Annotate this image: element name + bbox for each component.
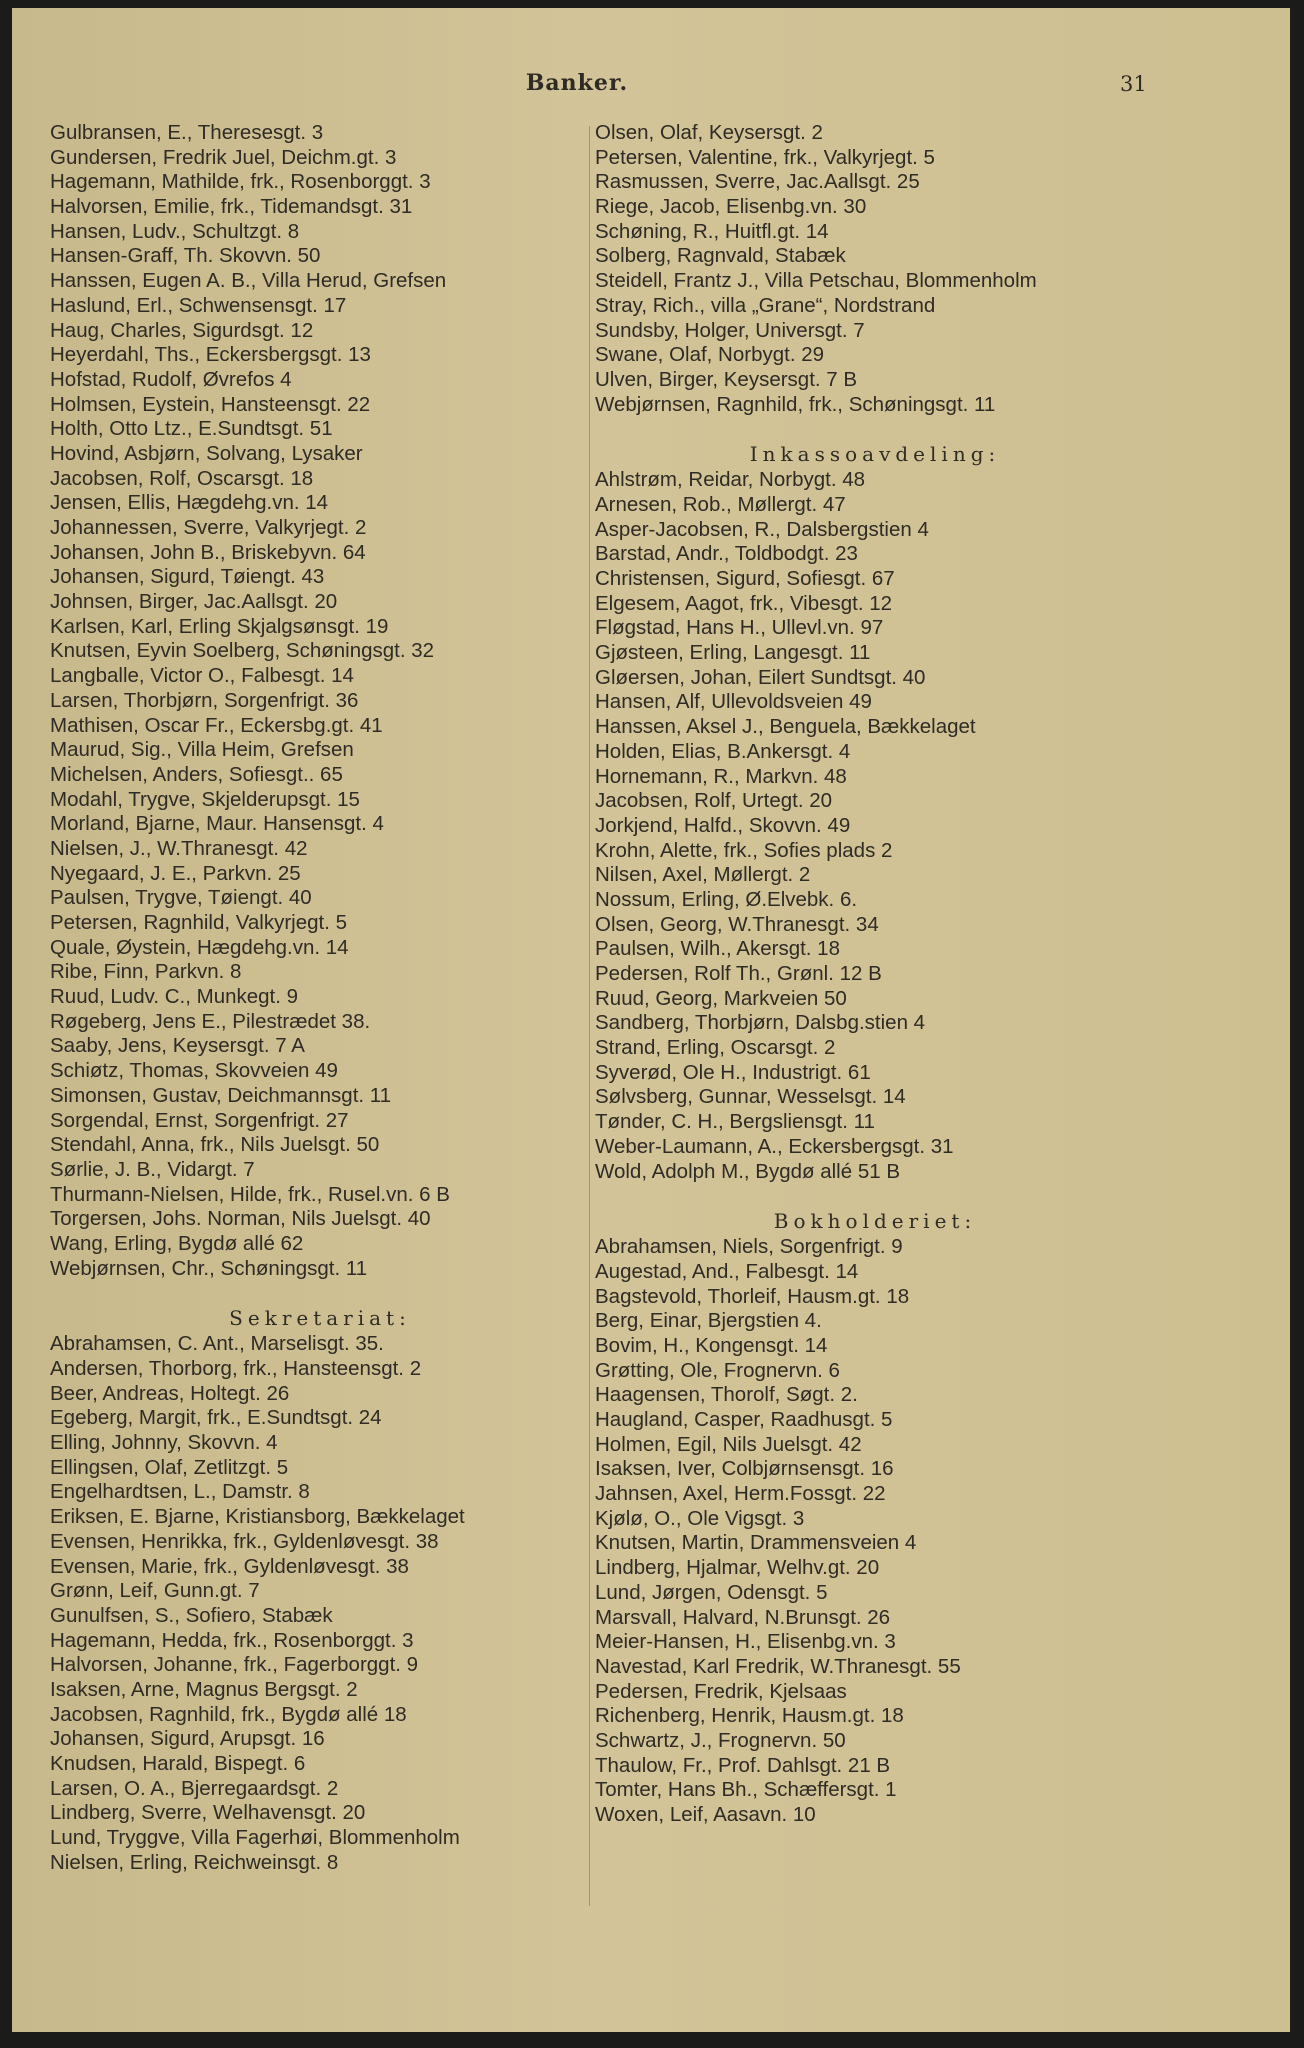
inkassoavdeling-entries-list — [595, 468, 1155, 1184]
list-item: Sølvsberg, Gunnar, Wesselsgt. 14 — [595, 1085, 906, 1109]
list-item: Holmen, Egil, Nils Juelsgt. 42 — [595, 1432, 862, 1456]
list-item: Mathisen, Oscar Fr., Eckersbg.gt. 41 — [50, 713, 383, 737]
list-item: Olsen, Olaf, Keysersgt. 2 — [595, 121, 823, 144]
list-item: Wold, Adolph M., Bygdø allé 51 B — [595, 1159, 901, 1183]
list-item: Haug, Charles, Sigurdsgt. 12 — [50, 318, 314, 342]
list-item: Saaby, Jens, Keysersgt. 7 A — [50, 1034, 305, 1058]
list-item: Paulsen, Wilh., Akersgt. 18 — [595, 937, 840, 961]
list-item: Knudsen, Harald, Bispegt. 6 — [50, 1752, 306, 1775]
list-item: Augestad, And., Falbesgt. 14 — [595, 1259, 859, 1283]
list-item: Torgersen, Johs. Norman, Nils Juelsgt. 40 — [50, 1207, 431, 1231]
section-title-bokholderiet: Bokholderiet: — [773, 1209, 977, 1234]
list-item: Schøning, R., Huitfl.gt. 14 — [595, 219, 829, 243]
section-title-inkassoavdeling: Inkassoavdeling: — [749, 442, 1001, 467]
list-item: Lindberg, Sverre, Welhavensgt. 20 — [50, 1801, 366, 1825]
list-item: Andersen, Thorborg, frk., Hansteensgt. 2 — [50, 1357, 422, 1380]
list-item: Røgeberg, Jens E., Pilestrædet 38. — [50, 1009, 371, 1033]
list-item: Petersen, Ragnhild, Valkyrjegt. 5 — [50, 911, 348, 934]
list-item: Holth, Otto Ltz., E.Sundtsgt. 51 — [50, 417, 333, 441]
list-item: Johansen, Sigurd, Tøiengt. 43 — [50, 565, 325, 589]
list-item: Knutsen, Eyvin Soelberg, Schøningsgt. 32 — [50, 639, 435, 663]
list-item: Holden, Elias, B.Ankersgt. 4 — [595, 739, 851, 763]
list-item: Johannessen, Sverre, Valkyrjegt. 2 — [50, 516, 367, 539]
list-item: Ruud, Ludv. C., Munkegt. 9 — [50, 985, 299, 1009]
list-item: Hanssen, Aksel J., Benguela, Bækkelaget — [595, 715, 976, 739]
list-item: Nielsen, J., W.Thranesgt. 42 — [50, 836, 308, 860]
list-item: Hovind, Asbjørn, Solvang, Lysaker — [50, 441, 363, 465]
list-item: Elgesem, Aagot, frk., Vibesgt. 12 — [595, 591, 893, 615]
list-item: Pedersen, Rolf Th., Grønl. 12 B — [595, 962, 882, 985]
list-item: Kjølø, O., Ole Vigsgt. 3 — [595, 1506, 805, 1530]
page-header-title: Banker. — [525, 70, 629, 96]
list-item: Johansen, John B., Briskebyvn. 64 — [50, 540, 366, 564]
list-item: Halvorsen, Emilie, frk., Tidemandsgt. 31 — [50, 195, 413, 219]
list-item: Arnesen, Rob., Møllergt. 47 — [595, 492, 846, 516]
list-item: Gjøsteen, Erling, Langesgt. 11 — [595, 641, 871, 665]
list-item: Beer, Andreas, Holtegt. 26 — [50, 1381, 290, 1405]
right-entries-list — [595, 121, 1155, 417]
list-item: Bovim, H., Kongensgt. 14 — [595, 1333, 828, 1357]
list-item: Eriksen, E. Bjarne, Kristiansborg, Bækkelaget — [50, 1505, 465, 1529]
list-item: Knutsen, Martin, Drammensveien 4 — [595, 1531, 917, 1555]
list-item: Egeberg, Margit, frk., E.Sundtsgt. 24 — [50, 1406, 382, 1430]
list-item: Evensen, Henrikka, frk., Gyldenløvesgt. 38 — [50, 1529, 439, 1553]
list-item: Stendahl, Anna, frk., Nils Juelsgt. 50 — [50, 1133, 380, 1157]
list-item: Tomter, Hans Bh., Schæffersgt. 1 — [595, 1778, 897, 1802]
list-item: Nossum, Erling, Ø.Elvebk. 6. — [595, 887, 858, 911]
list-item: Webjørnsen, Ragnhild, frk., Schøningsgt. 11 — [595, 392, 996, 416]
list-item: Thurmann-Nielsen, Hilde, frk., Rusel.vn. 6 B — [50, 1182, 450, 1206]
list-item: Asper-Jacobsen, R., Dalsbergstien 4 — [595, 517, 929, 541]
list-item: Jensen, Ellis, Hægdehg.vn. 14 — [50, 491, 329, 515]
list-item: Elling, Johnny, Skovvn. 4 — [50, 1431, 278, 1455]
list-item: Hanssen, Eugen A. B., Villa Herud, Grefsen — [50, 269, 447, 293]
list-item: Schwartz, J., Frognervn. 50 — [595, 1728, 846, 1752]
list-item: Marsvall, Halvard, N.Brunsgt. 26 — [595, 1605, 891, 1629]
list-item: Hornemann, R., Markvn. 48 — [595, 764, 847, 788]
list-item: Heyerdahl, Ths., Eckersbergsgt. 13 — [50, 343, 371, 367]
list-item: Modahl, Trygve, Skjelderupsgt. 15 — [50, 787, 360, 811]
list-item: Holmsen, Eystein, Hansteensgt. 22 — [50, 392, 371, 416]
list-item: Abrahamsen, Niels, Sorgenfrigt. 9 — [595, 1235, 903, 1259]
list-item: Jorkjend, Halfd., Skovvn. 49 — [595, 813, 851, 837]
list-item: Solberg, Ragnvald, Stabæk — [595, 244, 846, 268]
list-item: Petersen, Valentine, frk., Valkyrjegt. 5 — [595, 145, 935, 169]
list-item: Lund, Tryggve, Villa Fagerhøi, Blommenholm — [50, 1826, 460, 1850]
list-item: Richenberg, Henrik, Hausm.gt. 18 — [595, 1704, 904, 1728]
list-item: Riege, Jacob, Elisenbg.vn. 30 — [595, 195, 867, 219]
list-item: Webjørnsen, Chr., Schøningsgt. 11 — [50, 1256, 368, 1280]
list-item: Hagemann, Hedda, frk., Rosenborggt. 3 — [50, 1628, 414, 1652]
list-item: Fløgstad, Hans H., Ullevl.vn. 97 — [595, 616, 884, 640]
list-item: Bagstevold, Thorleif, Hausm.gt. 18 — [595, 1284, 910, 1308]
list-item: Engelhardtsen, L., Damstr. 8 — [50, 1480, 310, 1504]
list-item: Sorgendal, Ernst, Sorgenfrigt. 27 — [50, 1108, 349, 1132]
list-item: Haagensen, Thorolf, Søgt. 2. — [595, 1383, 858, 1407]
bokholderiet-entries-list — [595, 1235, 1155, 1828]
list-item: Rasmussen, Sverre, Jac.Aallsgt. 25 — [595, 170, 920, 194]
list-item: Langballe, Victor O., Falbesgt. 14 — [50, 664, 354, 688]
page-number: 31 — [1120, 72, 1147, 96]
list-item: Larsen, O. A., Bjerregaardsgt. 2 — [50, 1776, 339, 1800]
list-item: Nilsen, Axel, Møllergt. 2 — [595, 863, 811, 887]
list-item: Meier-Hansen, H., Elisenbg.vn. 3 — [595, 1630, 896, 1654]
left-column — [50, 121, 590, 1875]
list-item: Gundersen, Fredrik Juel, Deichm.gt. 3 — [50, 145, 397, 169]
list-item: Berg, Einar, Bjergstien 4. — [595, 1309, 822, 1333]
list-item: Swane, Olaf, Norbygt. 29 — [595, 343, 825, 367]
list-item: Larsen, Thorbjørn, Sorgenfrigt. 36 — [50, 688, 359, 712]
list-item: Jacobsen, Ragnhild, frk., Bygdø allé 18 — [50, 1702, 407, 1726]
list-item: Hagemann, Mathilde, frk., Rosenborggt. 3 — [50, 170, 431, 194]
list-item: Gunulfsen, S., Sofiero, Stabæk — [50, 1603, 333, 1627]
list-item: Nyegaard, J. E., Parkvn. 25 — [50, 861, 301, 885]
list-item: Morland, Bjarne, Maur. Hansensgt. 4 — [50, 812, 384, 836]
list-item: Hofstad, Rudolf, Øvrefos 4 — [50, 367, 292, 391]
list-item: Nielsen, Erling, Reichweinsgt. 8 — [50, 1850, 339, 1874]
list-item: Hansen, Alf, Ullevoldsveien 49 — [595, 690, 872, 714]
list-item: Quale, Øystein, Hægdehg.vn. 14 — [50, 935, 349, 959]
list-item: Lund, Jørgen, Odensgt. 5 — [595, 1580, 828, 1604]
list-item: Haugland, Casper, Raadhusgt. 5 — [595, 1408, 893, 1431]
list-item: Sundsby, Holger, Universgt. 7 — [595, 318, 865, 342]
list-item: Jacobsen, Rolf, Oscarsgt. 18 — [50, 466, 314, 490]
list-item: Olsen, Georg, W.Thranesgt. 34 — [595, 912, 879, 936]
document-page — [12, 8, 1290, 2032]
list-item: Maurud, Sig., Villa Heim, Grefsen — [50, 738, 354, 762]
list-item: Jahnsen, Axel, Herm.Fossgt. 22 — [595, 1482, 886, 1506]
section-title-sekretariat: Sekretariat: — [229, 1306, 411, 1331]
list-item: Grønn, Leif, Gunn.gt. 7 — [50, 1579, 260, 1603]
list-item: Hansen-Graff, Th. Skovvn. 50 — [50, 244, 321, 268]
list-item: Ellingsen, Olaf, Zetlitzgt. 5 — [50, 1455, 289, 1479]
list-item: Halvorsen, Johanne, frk., Fagerborggt. 9 — [50, 1653, 419, 1677]
list-item: Ruud, Georg, Markveien 50 — [595, 986, 847, 1010]
list-item: Navestad, Karl Fredrik, W.Thranesgt. 55 — [595, 1654, 961, 1678]
list-item: Haslund, Erl., Schwensensgt. 17 — [50, 293, 347, 317]
list-item: Ulven, Birger, Keysersgt. 7 B — [595, 367, 858, 391]
list-item: Abrahamsen, C. Ant., Marselisgt. 35. — [50, 1332, 384, 1356]
list-item: Michelsen, Anders, Sofiesgt.. 65 — [50, 762, 343, 786]
list-item: Isaksen, Arne, Magnus Bergsgt. 2 — [50, 1677, 358, 1701]
list-item: Krohn, Alette, frk., Sofies plads 2 — [595, 838, 893, 862]
list-item: Isaksen, Iver, Colbjørnsensgt. 16 — [595, 1457, 894, 1481]
list-item: Christensen, Sigurd, Sofiesgt. 67 — [595, 567, 895, 590]
right-column — [595, 121, 1155, 1828]
list-item: Ahlstrøm, Reidar, Norbygt. 48 — [595, 468, 866, 492]
list-item: Karlsen, Karl, Erling Skjalgsønsgt. 19 — [50, 614, 389, 638]
list-item: Gulbransen, E., Theresesgt. 3 — [50, 121, 324, 144]
list-item: Barstad, Andr., Toldbodgt. 23 — [595, 542, 858, 566]
list-item: Syverød, Ole H., Industrigt. 61 — [595, 1060, 871, 1084]
list-item: Ribe, Finn, Parkvn. 8 — [50, 960, 242, 984]
list-item: Sørlie, J. B., Vidargt. 7 — [50, 1157, 255, 1181]
list-item: Thaulow, Fr., Prof. Dahlsgt. 21 B — [595, 1753, 891, 1777]
list-item: Simonsen, Gustav, Deichmannsgt. 11 — [50, 1083, 392, 1107]
list-item: Stray, Rich., villa „Grane“, Nordstrand — [595, 293, 936, 317]
list-item: Steidell, Frantz J., Villa Petschau, Blommenholm — [595, 269, 1037, 293]
list-item: Strand, Erling, Oscarsgt. 2 — [595, 1036, 836, 1060]
list-item: Johnsen, Birger, Jac.Aallsgt. 20 — [50, 590, 338, 614]
list-item: Tønder, C. H., Bergsliensgt. 11 — [595, 1110, 875, 1134]
list-item: Wang, Erling, Bygdø allé 62 — [50, 1231, 304, 1255]
list-item: Paulsen, Trygve, Tøiengt. 40 — [50, 886, 312, 910]
list-item: Johansen, Sigurd, Arupsgt. 16 — [50, 1727, 325, 1751]
sekretariat-entries-list — [50, 1332, 590, 1875]
list-item: Hansen, Ludv., Schultzgt. 8 — [50, 219, 300, 243]
list-item: Lindberg, Hjalmar, Welhv.gt. 20 — [595, 1556, 880, 1580]
list-item: Weber-Laumann, A., Eckersbergsgt. 31 — [595, 1134, 954, 1158]
list-item: Jacobsen, Rolf, Urtegt. 20 — [595, 789, 833, 813]
list-item: Gløersen, Johan, Eilert Sundtsgt. 40 — [595, 665, 926, 689]
list-item: Sandberg, Thorbjørn, Dalsbg.stien 4 — [595, 1011, 926, 1035]
list-item: Schiøtz, Thomas, Skovveien 49 — [50, 1059, 338, 1083]
list-item: Evensen, Marie, frk., Gyldenløvesgt. 38 — [50, 1554, 409, 1578]
list-item: Grøtting, Ole, Frognervn. 6 — [595, 1358, 840, 1382]
left-entries-list — [50, 121, 590, 1281]
list-item: Woxen, Leif, Aasavn. 10 — [595, 1803, 816, 1826]
list-item: Pedersen, Fredrik, Kjelsaas — [595, 1679, 847, 1703]
